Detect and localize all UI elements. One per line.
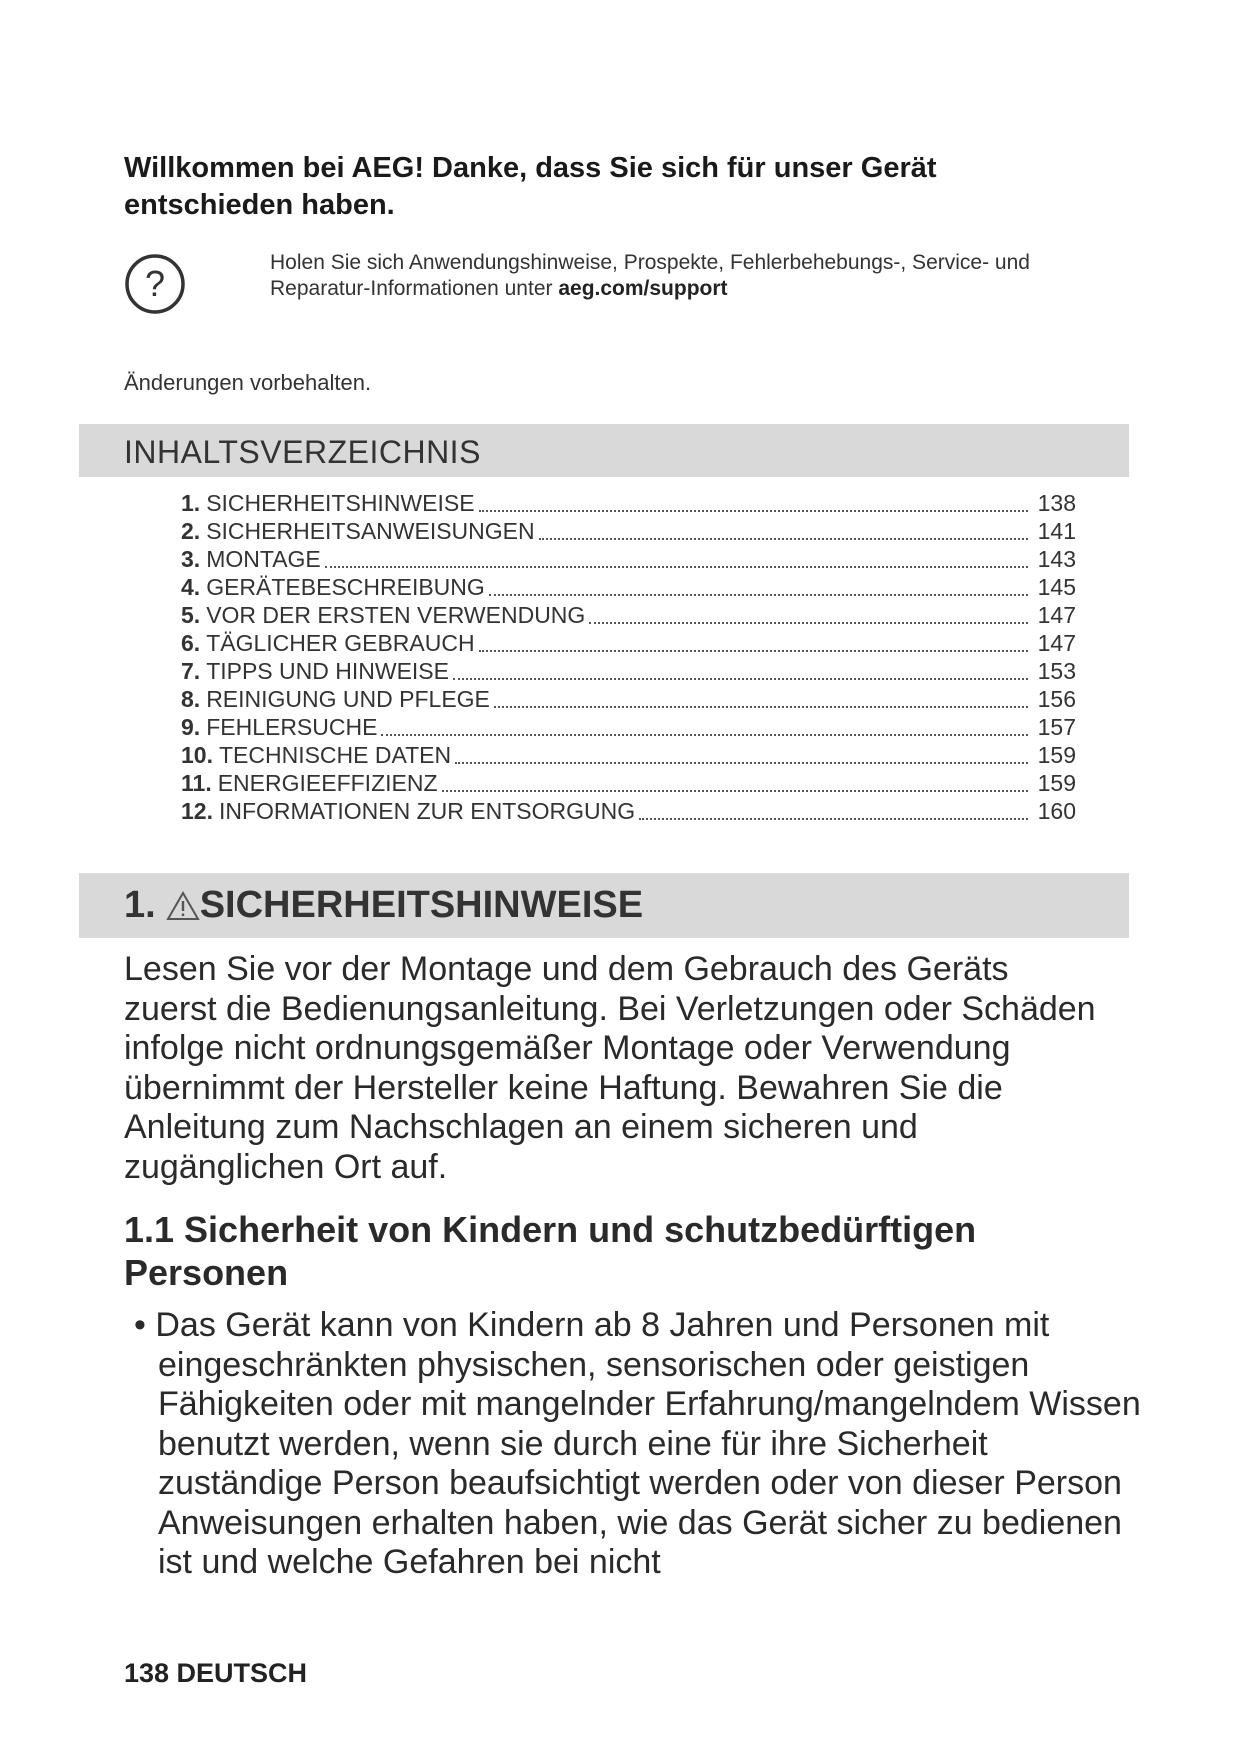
toc-leader-dots (539, 538, 1028, 540)
toc-item[interactable] (181, 742, 1076, 770)
toc-item-page: 157 (1037, 714, 1076, 740)
toc-item-title: SICHERHEITSHINWEISE (206, 490, 475, 516)
toc-leader-dots (479, 650, 1028, 652)
toc-item-title: INFORMATIONEN ZUR ENTSORGUNG (218, 798, 636, 824)
bullet-text: Das Gerät kann von Kindern ab 8 Jahren und Personen mit eingeschränkten physischen, sensorischen oder geistigen Fähigkeiten oder mit mangelnder Erfahrung/mangelndem Wissen benutzt werden, wenn sie durch eine für ihre Sicherheit zuständige Person beaufsichtigt werden oder von dieser Person Anweisungen erhalten haben, wie das Gerät sicher zu bedienen ist und welche Gefahren bei nicht (155, 1306, 1141, 1581)
toc-item-title: TECHNISCHE DATEN (218, 742, 452, 768)
toc-item-number: 12. (181, 798, 213, 824)
section-title-text: SICHERHEITSHINWEISE (199, 884, 644, 926)
toc-item[interactable] (181, 518, 1076, 546)
toc-item-page: 156 (1037, 686, 1076, 712)
support-info (270, 250, 1130, 302)
toc-leader-dots (453, 678, 1028, 680)
support-link[interactable]: aeg.com/support (558, 277, 728, 300)
toc-item-page: 145 (1037, 574, 1076, 600)
toc-item-number: 10. (181, 742, 213, 768)
toc-item-number: 9. (181, 714, 201, 740)
toc-title: INHALTSVERZEICHNIS (124, 434, 481, 470)
toc-item[interactable] (181, 714, 1076, 742)
toc-item[interactable] (181, 658, 1076, 686)
list-item: • Das Gerät kann von Kindern ab 8 Jahren und Personen mit eingeschränkten physischen, sensorischen oder geistigen Fähigkeiten oder mit mangelnder Erfahrung/mangelndem Wissen benutzt werden, wenn sie durch eine für ihre Sicherheit zuständige Person beaufsichtigt werden oder von dieser Person Anweisungen erhalten haben, wie das Gerät sicher zu bedienen ist und welche Gefahren bei nicht (134, 1306, 1141, 1581)
changes-note: Änderungen vorbehalten. (124, 370, 372, 395)
toc-item-title: VOR DER ERSTEN VERWENDUNG (206, 602, 586, 628)
section-number: 1. (124, 884, 156, 926)
toc-item-page: 141 (1037, 518, 1076, 544)
support-text: Holen Sie sich Anwendungshinweise, Prospekte, Fehlerbehebungs-, Service- und Reparatur-Informationen unter (270, 251, 1030, 300)
toc-item-title: MONTAGE (206, 546, 321, 572)
toc-item[interactable] (181, 490, 1076, 518)
toc-item-title: TÄGLICHER GEBRAUCH (206, 630, 475, 656)
toc-item-page: 159 (1037, 742, 1076, 768)
toc-item-page: 159 (1037, 770, 1076, 796)
toc-item[interactable] (181, 630, 1076, 658)
toc-leader-dots (442, 790, 1028, 792)
page-footer: 138 DEUTSCH (124, 1658, 308, 1688)
toc-item-page: 147 (1037, 630, 1076, 656)
welcome-heading: Willkommen bei AEG! Danke, dass Sie sich für unser Gerät entschieden haben. (124, 152, 937, 221)
toc-item[interactable] (181, 602, 1076, 630)
toc-leader-dots (489, 594, 1028, 596)
toc-item-page: 138 (1037, 490, 1076, 516)
toc-leader-dots (325, 566, 1028, 568)
toc-leader-dots (381, 734, 1028, 736)
toc-item-page: 147 (1037, 602, 1076, 628)
subsection-title: 1.1 Sicherheit von Kindern und schutzbedürftigen Personen (124, 1209, 977, 1293)
toc-item-title: SICHERHEITSANWEISUNGEN (206, 518, 535, 544)
toc-item-page: 160 (1037, 798, 1076, 824)
toc-item-number: 6. (181, 630, 201, 656)
svg-text:?: ? (144, 263, 166, 304)
toc-item-number: 5. (181, 602, 201, 628)
toc-leader-dots (639, 818, 1028, 820)
toc-leader-dots (494, 706, 1028, 708)
warning-triangle-icon (166, 891, 200, 921)
toc-item-number: 11. (181, 770, 212, 796)
table-of-contents (181, 490, 1076, 826)
toc-item-number: 3. (181, 546, 201, 572)
toc-item-title: FEHLERSUCHE (206, 714, 378, 740)
toc-item-title: GERÄTEBESCHREIBUNG (206, 574, 485, 600)
toc-item[interactable] (181, 546, 1076, 574)
toc-item[interactable] (181, 798, 1076, 826)
toc-item-page: 153 (1037, 658, 1076, 684)
toc-item-page: 143 (1037, 546, 1076, 572)
toc-item-title: TIPPS UND HINWEISE (206, 658, 449, 684)
section-intro: Lesen Sie vor der Montage und dem Gebrauch des Geräts zuerst die Bedienungsanleitung. Bei Verletzungen oder Schäden infolge nicht ordnungsgemäßer Montage oder Verwendung übernimmt der Hersteller keine Haftung. Bewahren Sie die Anleitung zum Nachschlagen an einem sicheren und zugänglichen Ort auf. (124, 950, 1096, 1186)
section-1-title (124, 884, 643, 927)
toc-item-number: 7. (181, 658, 201, 684)
toc-leader-dots (455, 762, 1028, 764)
toc-leader-dots (479, 510, 1028, 512)
toc-item-number: 4. (181, 574, 201, 600)
toc-item[interactable] (181, 574, 1076, 602)
toc-item-number: 2. (181, 518, 201, 544)
toc-item-title: REINIGUNG UND PFLEGE (206, 686, 490, 712)
toc-item[interactable] (181, 770, 1076, 798)
toc-item[interactable] (181, 686, 1076, 714)
toc-item-number: 8. (181, 686, 201, 712)
toc-item-number: 1. (181, 490, 201, 516)
question-circle-icon (124, 253, 186, 315)
toc-leader-dots (589, 622, 1028, 624)
toc-item-title: ENERGIEEFFIZIENZ (217, 770, 438, 796)
